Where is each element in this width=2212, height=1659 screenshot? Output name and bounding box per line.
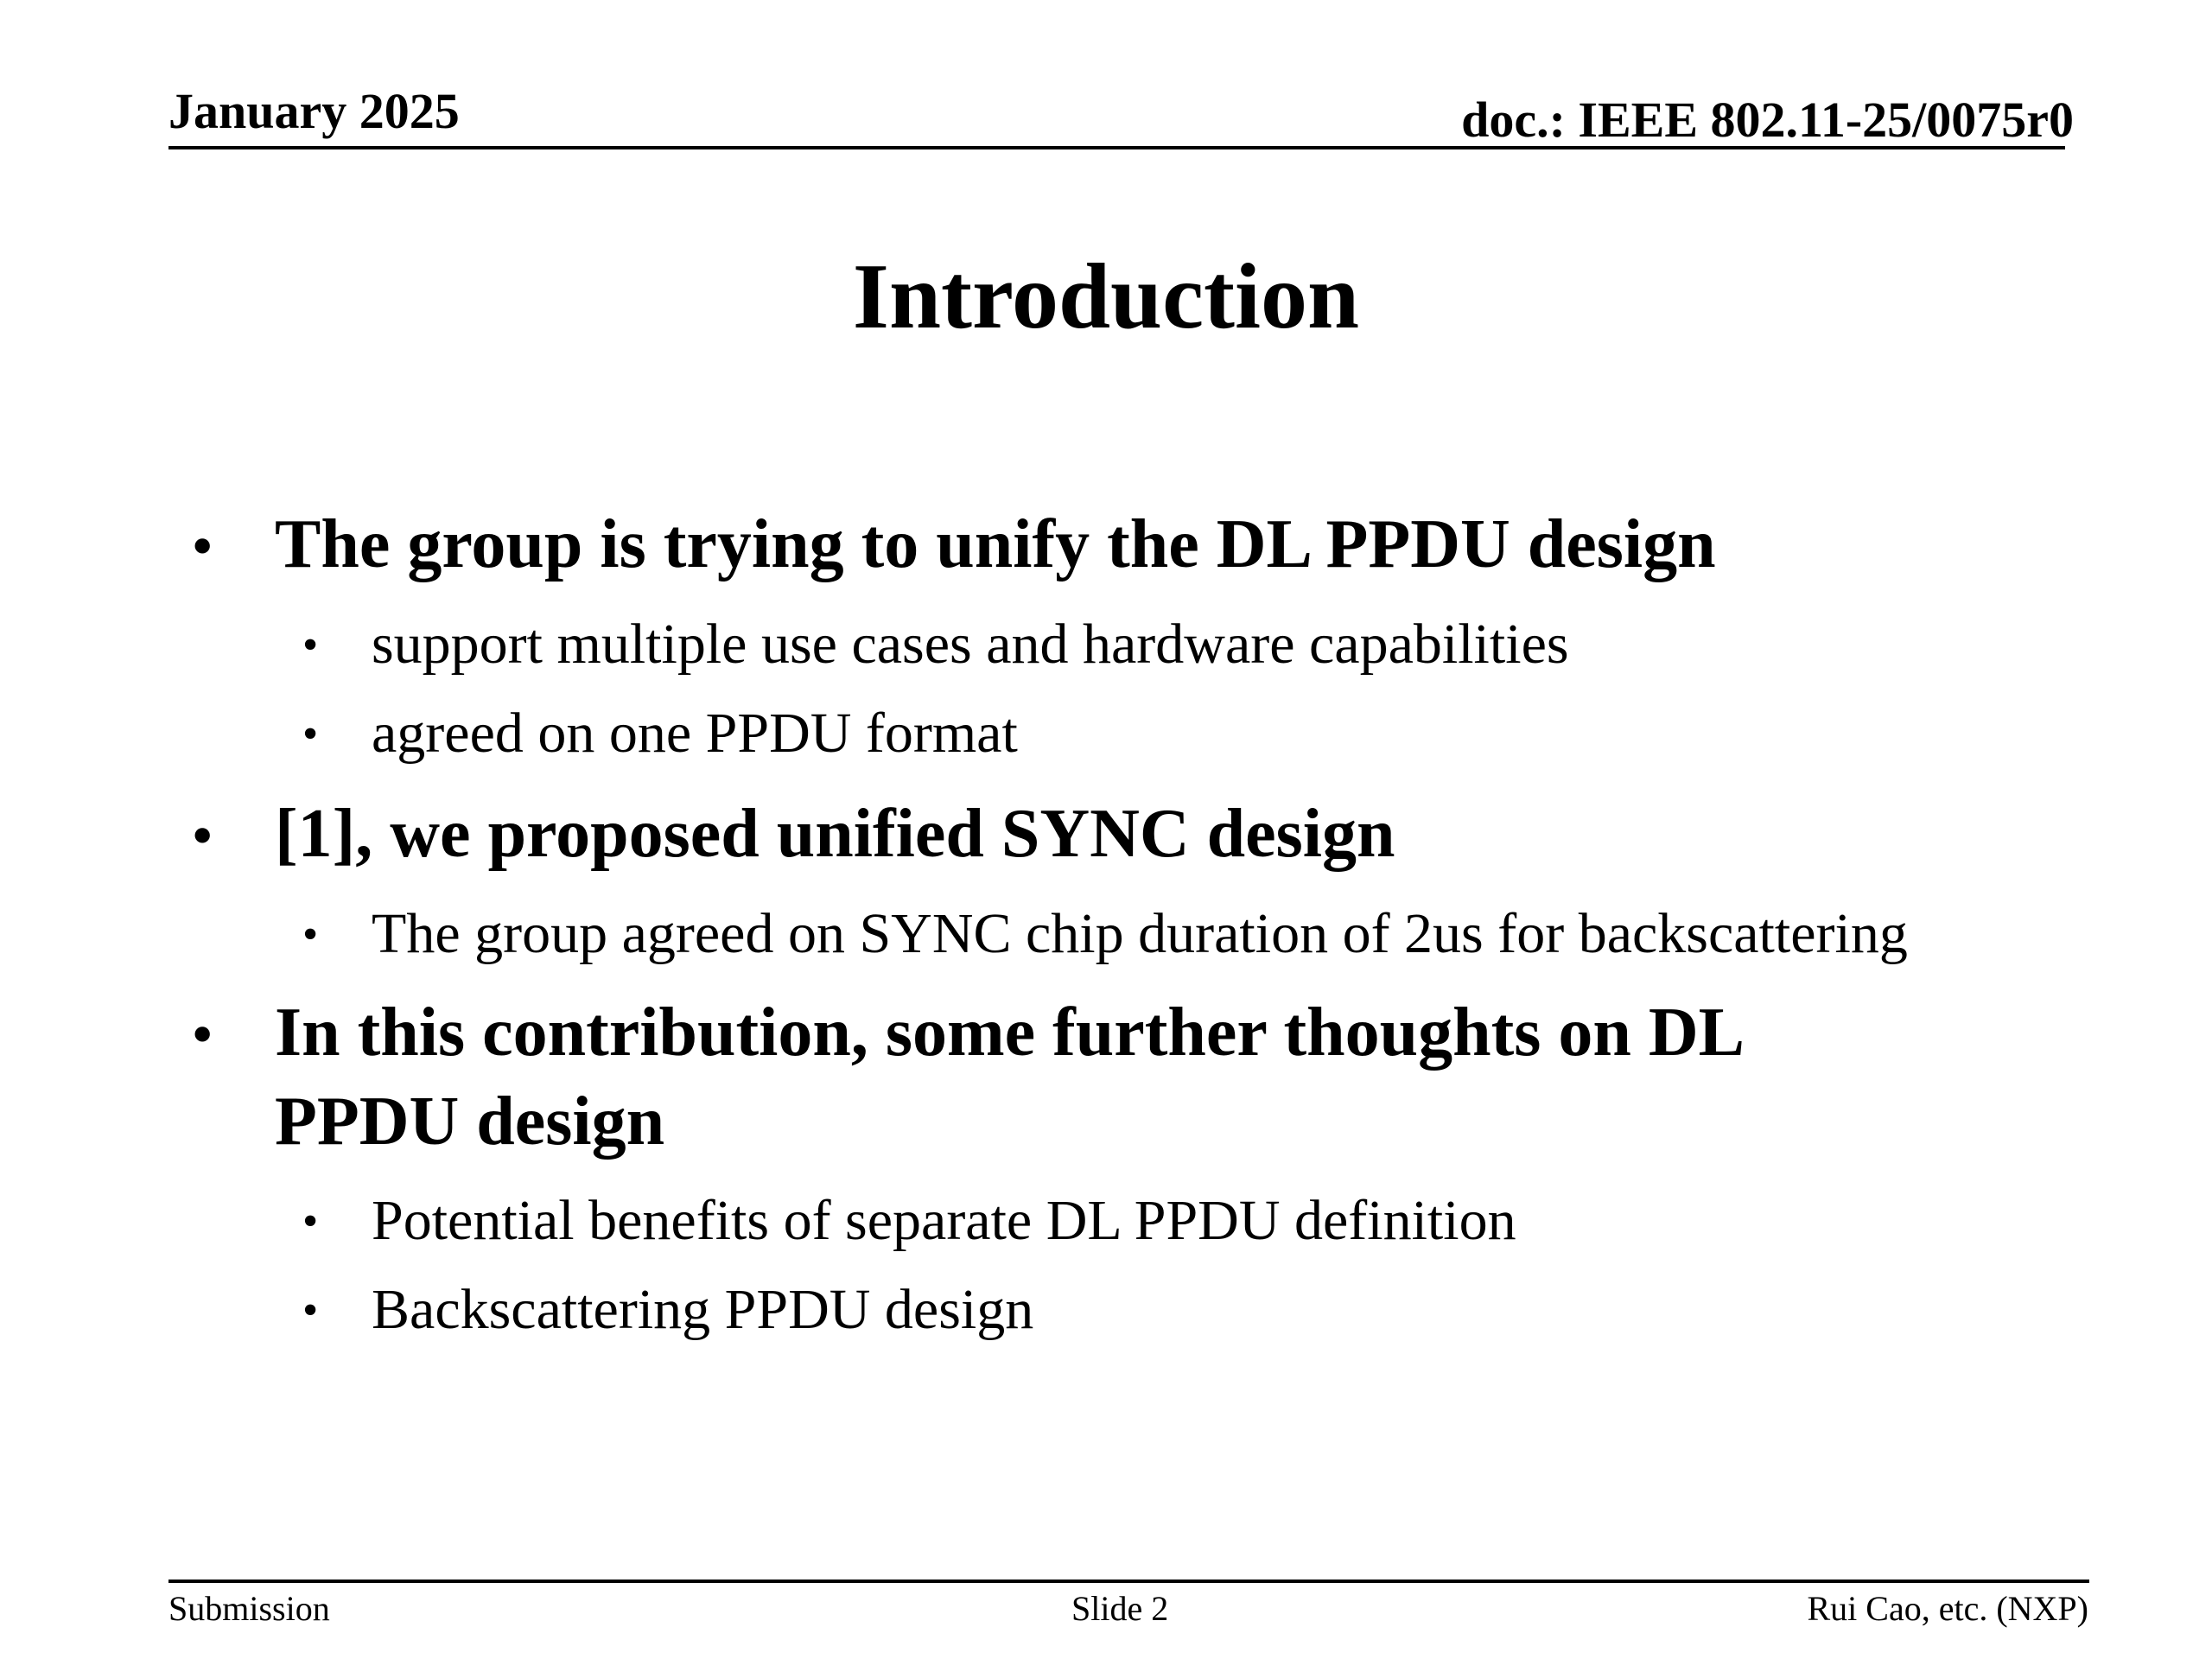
sub-bullet-text: The group agreed on SYNC chip duration of 2us for backscattering [372,902,1908,965]
bullet-item [193,796,1395,872]
sub-bullet-dot: • [302,910,319,959]
bullet-text-line-1: In this contribution, some further thoughts on DL [275,995,1745,1071]
bullet-text-line-2: PPDU design [275,1084,665,1160]
sub-bullet-dot: • [302,1286,319,1335]
sub-bullet-item [302,1278,1034,1341]
sub-bullet-text: Potential benefits of separate DL PPDU definition [372,1189,1516,1252]
bullet-dot: • [193,515,213,576]
slide-title: Introduction [852,245,1360,348]
bullet-dot: • [193,1003,213,1065]
header-date: January 2025 [168,83,460,139]
bullet-continuation [275,1084,665,1160]
footer-author: Rui Cao, etc. (NXP) [1807,1589,2088,1628]
footer-submission: Submission [168,1589,330,1628]
bullet-text: [1], we proposed unified SYNC design [275,796,1395,872]
header-doc-id: doc.: IEEE 802.11-25/0075r0 [1461,92,2074,148]
bullet-item [193,995,1745,1071]
sub-bullet-item [302,1189,1516,1252]
sub-bullet-dot: • [302,1197,319,1246]
footer-divider [168,1580,2089,1583]
sub-bullet-dot: • [302,709,319,759]
footer-slide-number: Slide 2 [1071,1589,1169,1628]
bullet-item [193,506,1716,582]
sub-bullet-item [302,613,1569,676]
sub-bullet-item [302,902,1908,965]
bullet-dot: • [193,804,213,866]
sub-bullet-text: agreed on one PPDU format [372,702,1018,765]
bullet-text: The group is trying to unify the DL PPDU design [275,506,1716,582]
sub-bullet-text: Backscattering PPDU design [372,1278,1034,1341]
sub-bullet-item [302,702,1018,765]
sub-bullet-dot: • [302,620,319,670]
sub-bullet-text: support multiple use cases and hardware capabilities [372,613,1569,676]
